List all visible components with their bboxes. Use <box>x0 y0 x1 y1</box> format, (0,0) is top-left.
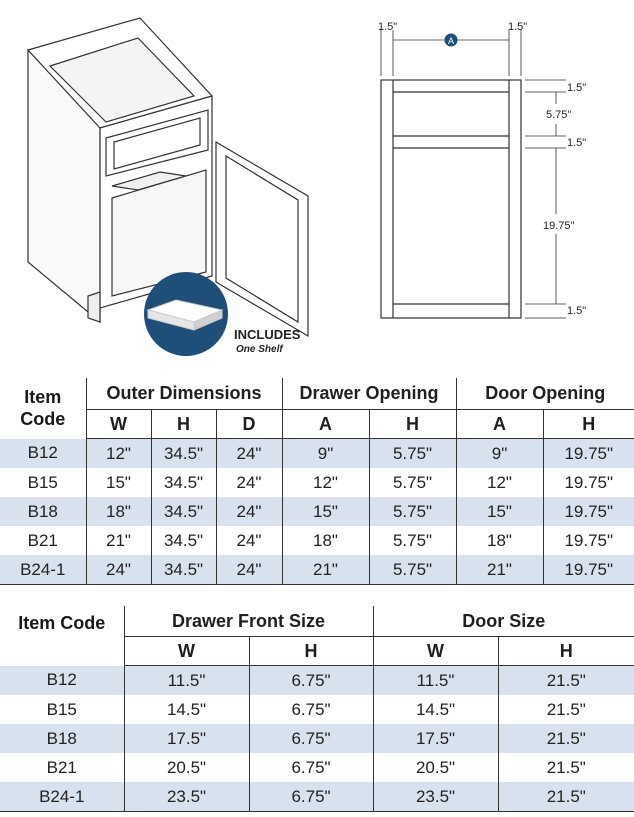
table-row <box>0 439 634 469</box>
dim-rail-mid: 1.5" <box>567 137 587 149</box>
table-cell: 5.75" <box>369 468 456 497</box>
table-cell: 24" <box>86 555 151 585</box>
table-cell: 9" <box>456 439 543 469</box>
table-row <box>0 782 634 812</box>
table-cell: 21.5" <box>498 666 634 696</box>
dim-rail-top: 1.5" <box>567 82 587 94</box>
outer-dimensions-header: Outer Dimensions <box>86 378 282 410</box>
item-code-cell: B12 <box>0 666 124 696</box>
table-cell: 18" <box>456 526 543 555</box>
item-code-cell: B24-1 <box>0 782 124 812</box>
table-cell: 6.75" <box>249 753 373 782</box>
drawer-front-size-header: Drawer Front Size <box>124 606 373 637</box>
table-cell: 24" <box>216 468 282 497</box>
item-code-cell: B21 <box>46 757 77 777</box>
door-size-header: Door Size <box>373 606 634 637</box>
table-cell: 24" <box>216 439 282 469</box>
dim-side-right: 1.5" <box>508 21 528 33</box>
table-cell: 23.5" <box>124 782 249 812</box>
cabinet-drawing <box>0 0 634 368</box>
table-cell: 9" <box>282 439 369 469</box>
table-cell: 6.75" <box>249 695 373 724</box>
dim-drawer-opening: 5.75" <box>546 109 572 121</box>
table-cell: 34.5" <box>151 555 216 585</box>
table-cell: 24" <box>216 497 282 526</box>
table-cell: 18" <box>282 526 369 555</box>
table-cell: 11.5" <box>124 666 249 696</box>
table-cell: 15" <box>86 468 151 497</box>
table-cell: 5.75" <box>369 439 456 469</box>
table-cell: 19.75" <box>543 497 634 526</box>
col-header: H <box>369 410 456 439</box>
dim-door-opening: 19.75" <box>543 220 575 232</box>
table-cell: 21.5" <box>498 753 634 782</box>
table-cell: 21" <box>282 555 369 585</box>
table-cell: 12" <box>282 468 369 497</box>
includes-sub-label: One Shelf <box>236 344 283 355</box>
table-row <box>0 666 634 696</box>
table-row <box>0 695 634 724</box>
table-cell: 19.75" <box>543 526 634 555</box>
dimensions-table <box>0 378 634 585</box>
table-cell: 20.5" <box>373 753 498 782</box>
table-cell: 21.5" <box>498 782 634 812</box>
table-cell: 18" <box>86 497 151 526</box>
table-cell: 15" <box>456 497 543 526</box>
table-cell: 6.75" <box>249 782 373 812</box>
item-code-cell: B18 <box>0 497 86 526</box>
door-opening-header: Door Opening <box>456 378 634 410</box>
table-row <box>0 724 634 753</box>
table-cell: 34.5" <box>151 497 216 526</box>
table-cell: 12" <box>456 468 543 497</box>
table-cell: 5.75" <box>369 497 456 526</box>
table-row <box>0 555 634 585</box>
table-cell: 14.5" <box>373 695 498 724</box>
table-cell: 34.5" <box>151 439 216 469</box>
table-cell: 6.75" <box>249 666 373 696</box>
table-cell: 11.5" <box>373 666 498 696</box>
dim-a-marker: A <box>447 36 455 46</box>
table-cell: 19.75" <box>543 555 634 585</box>
table-cell: 24" <box>216 526 282 555</box>
table-cell: 14.5" <box>124 695 249 724</box>
table-cell: 20.5" <box>124 753 249 782</box>
item-code-cell: B24-1 <box>0 555 86 585</box>
table-cell: 17.5" <box>124 724 249 753</box>
table-cell: 19.75" <box>543 439 634 469</box>
table-cell: 23.5" <box>373 782 498 812</box>
col-header: H <box>249 637 373 666</box>
dim-rail-bottom: 1.5" <box>567 305 587 317</box>
col-header: H <box>543 410 634 439</box>
front-elevation <box>381 80 521 318</box>
item-code-header <box>0 378 86 439</box>
table-row <box>0 753 634 782</box>
table-cell: 21.5" <box>498 695 634 724</box>
table-cell: 21" <box>86 526 151 555</box>
table-cell: 34.5" <box>151 468 216 497</box>
table-row <box>0 468 634 497</box>
col-header: A <box>282 410 369 439</box>
table-cell: 19.75" <box>543 468 634 497</box>
item-code-header-2: Item Code <box>18 613 106 633</box>
col-header: H <box>151 410 216 439</box>
table-row <box>0 526 634 555</box>
item-code-header-line2: Code <box>20 409 66 430</box>
item-code-cell: B18 <box>0 724 124 753</box>
item-code-cell: B21 <box>27 530 58 550</box>
table-cell: 17.5" <box>373 724 498 753</box>
table-cell: 6.75" <box>249 724 373 753</box>
col-header: W <box>124 637 249 666</box>
sizes-table <box>0 606 634 812</box>
col-header: A <box>456 410 543 439</box>
cabinet-illustration <box>0 0 634 368</box>
includes-label: INCLUDES <box>234 327 301 342</box>
col-header: W <box>86 410 151 439</box>
item-code-header-line1: Item <box>24 387 62 408</box>
col-header: D <box>216 410 282 439</box>
table-cell: 34.5" <box>151 526 216 555</box>
table-cell: 12" <box>86 439 151 469</box>
shelf-badge <box>144 272 228 356</box>
col-header: H <box>498 637 634 666</box>
item-code-cell: B12 <box>0 439 86 469</box>
table-cell: 5.75" <box>369 526 456 555</box>
table-cell: 21" <box>456 555 543 585</box>
table-cell: 5.75" <box>369 555 456 585</box>
table-row <box>0 497 634 526</box>
table-cell: 24" <box>216 555 282 585</box>
item-code-cell: B15 <box>27 472 58 492</box>
dim-side-left: 1.5" <box>378 21 398 33</box>
col-header: W <box>373 637 498 666</box>
item-code-cell: B15 <box>46 699 77 719</box>
table-cell: 21.5" <box>498 724 634 753</box>
table-cell: 15" <box>282 497 369 526</box>
drawer-opening-header: Drawer Opening <box>282 378 456 410</box>
